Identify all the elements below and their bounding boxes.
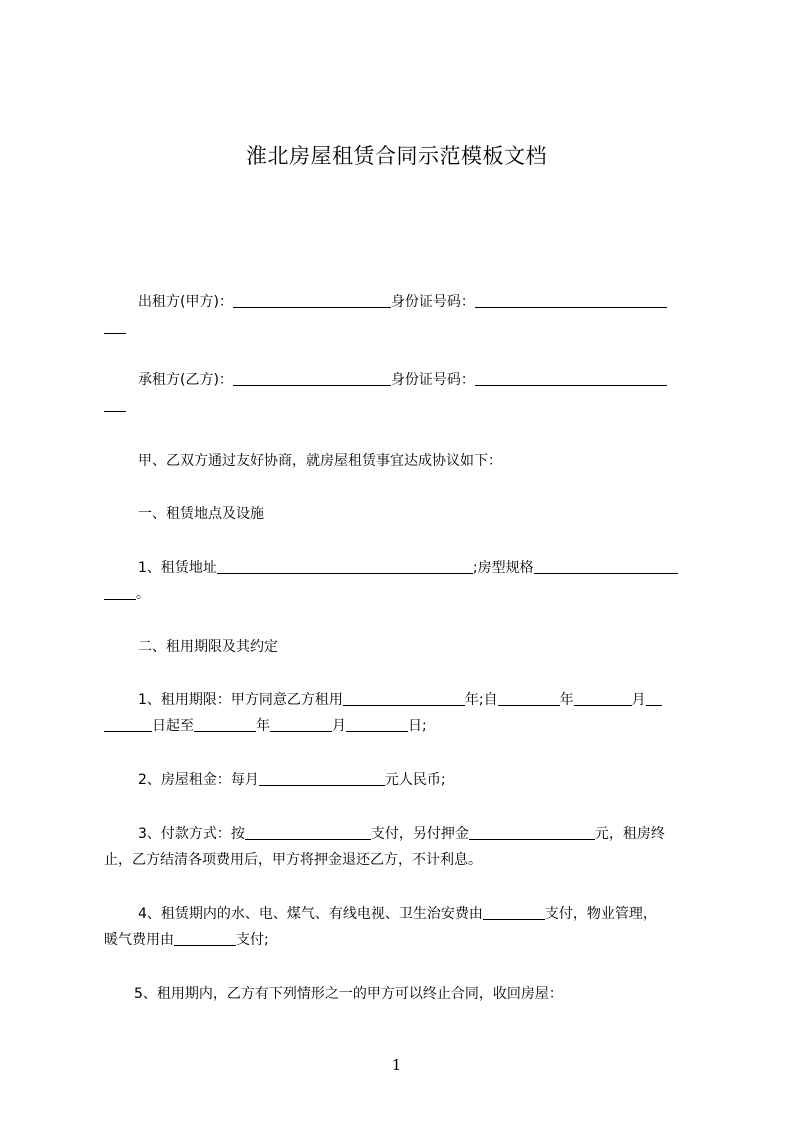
section-2-item-1-cont [104,716,427,736]
end-month-unit: 月 [332,718,346,734]
party-a-label: 出租方(甲方)： [138,294,233,310]
room-type-blank[interactable] [534,559,678,574]
section-2-item-2 [138,770,446,790]
utilities-payer-blank[interactable] [483,905,545,920]
start-year-unit: 年 [559,692,574,708]
payment-method-blank[interactable] [245,825,371,840]
intro-paragraph: 甲、乙双方通过友好协商，就房屋租赁事宜达成协议如下： [138,453,502,469]
lease-years-blank[interactable] [343,691,465,706]
party-a-id-blank[interactable] [475,293,667,308]
section-2-heading: 二、租用期限及其约定 [138,639,278,655]
section-2-item-4-cont [104,930,269,950]
heating-payer-blank[interactable] [174,931,236,946]
end-day-unit: 日; [408,718,427,734]
party-b-line [138,370,667,390]
deposit-blank[interactable] [469,825,595,840]
start-year-blank[interactable] [498,691,560,706]
section-1-item-1-cont [104,584,150,604]
start-month-unit: 月 [631,692,646,708]
property-mgmt-label: 支付，物业管理， [544,906,657,922]
end-day-blank[interactable] [346,717,408,732]
section-2-item-5: 5、租用期内，乙方有下列情形之一的甲方可以终止合同，收回房屋： [134,986,563,1002]
monthly-rent-blank[interactable] [259,771,385,786]
party-b-name-blank[interactable] [233,371,391,386]
section-1-heading: 一、租赁地点及设施 [138,506,264,522]
party-a-name-blank[interactable] [233,293,391,308]
lease-term-label: 1、租用期限：甲方同意乙方租用 [138,692,343,708]
start-month-blank[interactable] [574,691,632,706]
section-1-item-1 [138,558,678,578]
party-b-label: 承租方(乙方)： [138,372,233,388]
rent-label: 2、房屋租金：每月 [138,772,259,788]
heating-label: 暖气费用由 [104,932,174,948]
heating-pay-unit: 支付; [236,932,269,948]
room-type-blank-cont[interactable] [104,585,136,600]
party-a-id-label: 身份证号码： [390,294,475,310]
party-b-line-cont [104,396,126,416]
party-b-id-blank-cont[interactable] [104,397,126,412]
rental-address-label: 1、租赁地址 [138,560,217,576]
lease-years-unit: 年;自 [464,692,498,708]
deposit-label: 支付，另付押金 [370,826,469,842]
start-day-blank-cont[interactable] [104,717,152,732]
party-a-line-cont [104,318,126,338]
section-1-item-1-end: 。 [136,586,150,602]
deposit-unit: 元，租房终 [594,826,665,842]
section-2-item-3-cont: 止，乙方结清各项费用后，甲方将押金退还乙方，不计利息。 [104,852,482,868]
end-month-blank[interactable] [270,717,332,732]
section-2-item-3 [138,824,665,844]
party-a-line [138,292,667,312]
page-title: 淮北房屋租赁合同示范模板文档 [246,144,547,168]
party-a-id-blank-cont[interactable] [104,319,126,334]
section-2-item-4 [138,904,657,924]
room-type-label: ;房型规格 [472,560,534,576]
end-year-unit: 年 [256,718,270,734]
end-year-blank[interactable] [194,717,256,732]
page-number: 1 [391,1056,402,1074]
party-b-id-label: 身份证号码： [390,372,475,388]
utilities-label: 4、租赁期内的水、电、煤气、有线电视、卫生治安费由 [138,906,483,922]
payment-method-label: 3、付款方式：按 [138,826,245,842]
party-b-id-blank[interactable] [475,371,667,386]
section-2-item-1 [138,690,662,710]
start-day-blank[interactable] [646,691,662,706]
rental-address-blank[interactable] [217,559,473,574]
rent-unit: 元人民币; [384,772,446,788]
start-day-unit: 日起至 [152,718,194,734]
